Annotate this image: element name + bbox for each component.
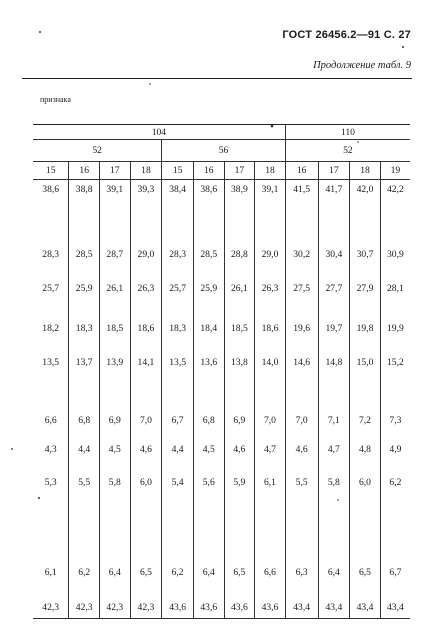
table-cell: 4,7 bbox=[318, 431, 350, 460]
table-cell: 14,8 bbox=[318, 339, 350, 373]
table-cell: 6,7 bbox=[380, 493, 410, 583]
table-cell: 7,2 bbox=[350, 373, 381, 431]
table-cell: 13,7 bbox=[69, 339, 100, 373]
table-cell: 42,3 bbox=[33, 583, 69, 619]
table-cell: 5,8 bbox=[318, 460, 350, 493]
table-cell: 19,7 bbox=[318, 299, 350, 339]
table-cell: 43,6 bbox=[162, 583, 194, 619]
table-cell: 4,7 bbox=[255, 431, 286, 460]
table-cell: 5,8 bbox=[100, 460, 131, 493]
table-cell: 18,5 bbox=[224, 299, 255, 339]
group-header: 104 bbox=[33, 125, 285, 140]
table-cell: 7,3 bbox=[380, 373, 410, 431]
table-cell: 27,5 bbox=[285, 265, 318, 299]
table-cell: 4,5 bbox=[100, 431, 131, 460]
table-cell: 6,2 bbox=[69, 493, 100, 583]
table-cell: 26,1 bbox=[224, 265, 255, 299]
table-cell: 41,5 bbox=[285, 180, 318, 227]
table-cell: 6,6 bbox=[33, 373, 69, 431]
table-cell: 42,2 bbox=[380, 180, 410, 227]
table-cell: 7,0 bbox=[285, 373, 318, 431]
table-cell: 13,6 bbox=[193, 339, 224, 373]
table-cell: 6,4 bbox=[100, 493, 131, 583]
table-cell: 4,6 bbox=[224, 431, 255, 460]
table-cell: 30,7 bbox=[350, 227, 381, 265]
table-cell: 6,0 bbox=[130, 460, 162, 493]
table-cell: 26,1 bbox=[100, 265, 131, 299]
table-cell: 5,3 bbox=[33, 460, 69, 493]
column-header: 16 bbox=[193, 162, 224, 180]
table-cell: 38,6 bbox=[193, 180, 224, 227]
table-cell: 5,5 bbox=[69, 460, 100, 493]
table-cell: 6,9 bbox=[100, 373, 131, 431]
table-cell: 42,3 bbox=[130, 583, 162, 619]
table-cell: 27,7 bbox=[318, 265, 350, 299]
table-cell: 18,2 bbox=[33, 299, 69, 339]
table-cell: 4,9 bbox=[380, 431, 410, 460]
table-cell: 25,7 bbox=[162, 265, 194, 299]
table-cell: 43,4 bbox=[380, 583, 410, 619]
column-header: 16 bbox=[69, 162, 100, 180]
table-cell: 18,4 bbox=[193, 299, 224, 339]
table-cell: 14,0 bbox=[255, 339, 286, 373]
table-cell: 42,3 bbox=[69, 583, 100, 619]
column-header: 15 bbox=[162, 162, 194, 180]
table-cell: 14,1 bbox=[130, 339, 162, 373]
table-cell: 18,6 bbox=[130, 299, 162, 339]
table-caption: признака bbox=[40, 95, 71, 104]
table-cell: 6,5 bbox=[224, 493, 255, 583]
table-cell: 6,0 bbox=[350, 460, 381, 493]
table-cell: 6,8 bbox=[69, 373, 100, 431]
table-cell: 5,6 bbox=[193, 460, 224, 493]
table-cell: 4,3 bbox=[33, 431, 69, 460]
table-cell: 6,4 bbox=[318, 493, 350, 583]
table-cell: 4,6 bbox=[285, 431, 318, 460]
table-cell: 13,5 bbox=[33, 339, 69, 373]
column-header: 18 bbox=[350, 162, 381, 180]
table-cell: 6,1 bbox=[255, 460, 286, 493]
table-cell: 43,4 bbox=[350, 583, 381, 619]
column-header: 19 bbox=[380, 162, 410, 180]
table-cell: 26,3 bbox=[255, 265, 286, 299]
table-cell: 38,8 bbox=[69, 180, 100, 227]
standard-header: ГОСТ 26456.2—91 С. 27 bbox=[282, 29, 411, 41]
table-cell: 6,9 bbox=[224, 373, 255, 431]
subgroup-header: 56 bbox=[162, 140, 286, 162]
table-cell: 6,7 bbox=[162, 373, 194, 431]
table-cell: 28,5 bbox=[69, 227, 100, 265]
group-header: 110 bbox=[285, 125, 410, 140]
table-cell: 19,6 bbox=[285, 299, 318, 339]
table-cell: 39,1 bbox=[255, 180, 286, 227]
table-cell: 4,4 bbox=[69, 431, 100, 460]
table-cell: 30,4 bbox=[318, 227, 350, 265]
continuation-caption: Продолжение табл. 9 bbox=[313, 60, 411, 71]
table-cell: 19,9 bbox=[380, 299, 410, 339]
table-cell: 29,0 bbox=[255, 227, 286, 265]
table-cell: 29,0 bbox=[130, 227, 162, 265]
table-cell: 15,2 bbox=[380, 339, 410, 373]
table-cell: 6,4 bbox=[193, 493, 224, 583]
table-cell: 42,0 bbox=[350, 180, 381, 227]
table-cell: 6,2 bbox=[380, 460, 410, 493]
table-cell: 7,1 bbox=[318, 373, 350, 431]
table-cell: 6,5 bbox=[350, 493, 381, 583]
subgroup-header: 52 bbox=[33, 140, 162, 162]
column-header: 18 bbox=[255, 162, 286, 180]
column-header: 17 bbox=[318, 162, 350, 180]
table-cell: 7,0 bbox=[130, 373, 162, 431]
table-cell: 6,6 bbox=[255, 493, 286, 583]
column-header: 16 bbox=[285, 162, 318, 180]
table-cell: 26,3 bbox=[130, 265, 162, 299]
table-cell: 28,3 bbox=[33, 227, 69, 265]
table-cell: 6,5 bbox=[130, 493, 162, 583]
table-cell: 27,9 bbox=[350, 265, 381, 299]
table-cell: 5,9 bbox=[224, 460, 255, 493]
table-cell: 18,6 bbox=[255, 299, 286, 339]
table-cell: 41,7 bbox=[318, 180, 350, 227]
table-cell: 39,3 bbox=[130, 180, 162, 227]
table-cell: 30,2 bbox=[285, 227, 318, 265]
table-cell: 4,8 bbox=[350, 431, 381, 460]
table-cell: 28,5 bbox=[193, 227, 224, 265]
table-cell: 28,3 bbox=[162, 227, 194, 265]
table-cell: 18,5 bbox=[100, 299, 131, 339]
table-cell: 39,1 bbox=[100, 180, 131, 227]
column-header: 17 bbox=[100, 162, 131, 180]
column-header: 15 bbox=[33, 162, 69, 180]
table-cell: 43,6 bbox=[193, 583, 224, 619]
table-cell: 4,4 bbox=[162, 431, 194, 460]
table-cell: 25,7 bbox=[33, 265, 69, 299]
table-cell: 43,6 bbox=[224, 583, 255, 619]
table-cell: 38,6 bbox=[33, 180, 69, 227]
column-header: 18 bbox=[130, 162, 162, 180]
table-cell: 28,1 bbox=[380, 265, 410, 299]
table-cell: 5,4 bbox=[162, 460, 194, 493]
table-cell: 18,3 bbox=[69, 299, 100, 339]
table-cell: 5,5 bbox=[285, 460, 318, 493]
table-cell: 43,4 bbox=[318, 583, 350, 619]
subgroup-header: 52 bbox=[285, 140, 410, 162]
table-cell: 28,7 bbox=[100, 227, 131, 265]
table-cell: 14,6 bbox=[285, 339, 318, 373]
table-cell: 13,9 bbox=[100, 339, 131, 373]
table-cell: 43,6 bbox=[255, 583, 286, 619]
table-cell: 25,9 bbox=[69, 265, 100, 299]
table-cell: 18,3 bbox=[162, 299, 194, 339]
table-cell: 38,9 bbox=[224, 180, 255, 227]
table-cell: 13,5 bbox=[162, 339, 194, 373]
table-cell: 19,8 bbox=[350, 299, 381, 339]
table-cell: 38,4 bbox=[162, 180, 194, 227]
table-cell: 43,4 bbox=[285, 583, 318, 619]
table-cell: 28,8 bbox=[224, 227, 255, 265]
table-cell: 7,0 bbox=[255, 373, 286, 431]
table-cell: 6,2 bbox=[162, 493, 194, 583]
table-cell: 4,5 bbox=[193, 431, 224, 460]
table-cell: 13,8 bbox=[224, 339, 255, 373]
table-cell: 6,1 bbox=[33, 493, 69, 583]
table-cell: 15,0 bbox=[350, 339, 381, 373]
table-cell: 4,6 bbox=[130, 431, 162, 460]
table-cell: 6,8 bbox=[193, 373, 224, 431]
table-cell: 42,3 bbox=[100, 583, 131, 619]
table-cell: 30,9 bbox=[380, 227, 410, 265]
table-cell: 25,9 bbox=[193, 265, 224, 299]
column-header: 17 bbox=[224, 162, 255, 180]
table-cell: 6,3 bbox=[285, 493, 318, 583]
